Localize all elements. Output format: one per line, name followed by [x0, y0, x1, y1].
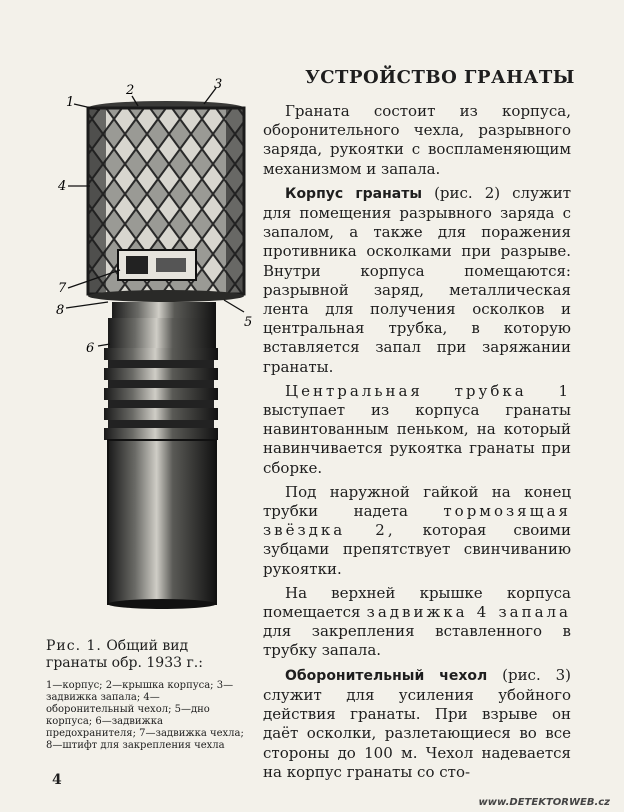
paragraph-6-text: (рис. 3) служит для усиления убойного действия гранаты. При взрыве он даёт осколки, разлетающиеся во все стороны до 100 м. Чехол надевается на корпус гранаты со сто-: [263, 665, 571, 781]
paragraph-5: [263, 584, 571, 661]
caption-title: [46, 638, 246, 672]
article-body: [263, 102, 571, 787]
paragraph-5-text-b: для закрепления вставленного в трубку запала.: [263, 622, 571, 660]
figure-caption: [46, 638, 246, 752]
figure-label-2: 2: [126, 83, 135, 98]
paragraph-2-text: (рис. 2) служит для помещения разрывного заряда с запалом, а также для поражения противника осколками при разрыве. Внутри корпуса помещаются: разрывной заряд, металлическая лента для получения осколков и центральная трубка, в которую вставляется запал при заряжании гранаты.: [263, 183, 572, 376]
caption-legend: 1—корпус; 2—крышка корпуса; 3—задвижка запала; 4—оборонительный чехол; 5—дно корпуса; 6—задвижка предохранителя; 7—задвижка чехла; 8—штифт для закрепления чехла: [46, 680, 244, 751]
term-brake-star: тормозящая звёздка 2,: [263, 502, 571, 540]
page-number: 4: [52, 772, 62, 788]
paragraph-4-text-b: которая своими зубцами препятствует свинчиванию рукоятки.: [263, 521, 571, 578]
paragraph-4-text-a: Под наружной гайкой на конец трубки надета: [263, 482, 571, 521]
paragraph-5-text-a: На верхней крышке корпуса помещается: [263, 583, 571, 622]
paragraph-6: [263, 666, 571, 782]
paragraph-3: [263, 382, 571, 478]
figure-label-6: 6: [86, 341, 95, 356]
term-defensive-cover: Оборонительный чехол: [285, 667, 488, 684]
paragraph-3-text: выступает из корпуса гранаты навинтованным пеньком, на который навинчивается рукоятка гранаты при сборке.: [263, 401, 571, 477]
caption-title-text: Общий вид гранаты обр. 1933 г.:: [46, 638, 203, 671]
paragraph-4: [263, 483, 571, 579]
term-central-tube: Центральная трубка 1: [285, 381, 571, 400]
watermark: www.DETEKTORWEB.cz: [478, 797, 610, 808]
figure-label-7: 7: [58, 281, 67, 296]
figure-label-5: 5: [244, 315, 253, 330]
figure-label-1: 1: [66, 95, 75, 110]
paragraph-1: Граната состоит из корпуса, оборонительного чехла, разрывного заряда, рукоятки с воспламеняющим механизмом и запала.: [263, 102, 571, 178]
figure-label-4: 4: [58, 179, 67, 194]
grenade-illustration: [48, 74, 258, 614]
page-title: УСТРОЙСТВО ГРАНАТЫ: [305, 67, 575, 88]
figure-label-8: 8: [56, 303, 65, 318]
term-fuse-latch: задвижка 4 запала: [366, 603, 571, 622]
caption-lead: Рис. 1.: [46, 638, 102, 654]
term-body: Корпус гранаты: [285, 185, 423, 202]
figure-label-3: 3: [214, 77, 223, 92]
paragraph-2: [263, 184, 571, 377]
